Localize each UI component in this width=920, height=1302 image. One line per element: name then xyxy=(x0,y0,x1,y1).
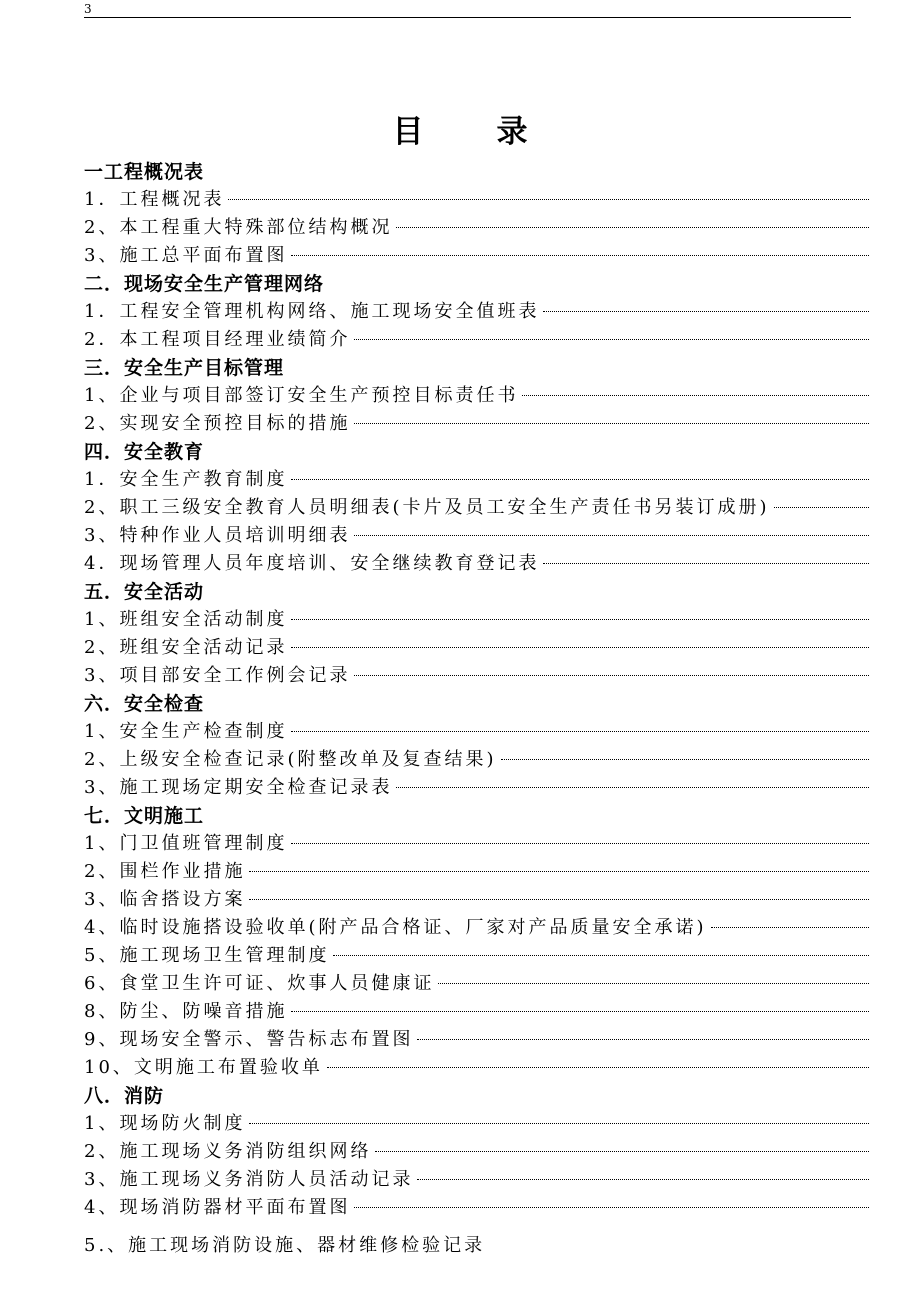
toc-entry-label: 3、临舍搭设方案 xyxy=(84,889,246,910)
toc-entry-label: 1．安全生产教育制度 xyxy=(84,469,288,490)
toc-entry-label: 2、上级安全检查记录(附整改单及复查结果) xyxy=(84,749,497,770)
toc-entry xyxy=(84,214,869,242)
toc-entry-label: 3、特种作业人员培训明细表 xyxy=(84,525,351,546)
dot-leader xyxy=(774,507,870,508)
toc-entry xyxy=(84,942,869,970)
dot-leader xyxy=(291,1011,869,1012)
toc-entry-label: 3、施工现场义务消防人员活动记录 xyxy=(84,1169,414,1190)
dot-leader xyxy=(291,619,869,620)
toc-section-heading xyxy=(84,1082,869,1110)
toc-entry-label: 2、施工现场义务消防组织网络 xyxy=(84,1141,372,1162)
toc-entry xyxy=(84,970,869,998)
toc-section-heading xyxy=(84,438,869,466)
toc-entry xyxy=(84,242,869,270)
toc-entry xyxy=(84,1054,869,1082)
dot-leader xyxy=(291,479,869,480)
toc-entry xyxy=(84,1194,869,1222)
dot-leader xyxy=(522,395,869,396)
dot-leader xyxy=(417,1039,869,1040)
table-of-contents xyxy=(84,158,869,1260)
toc-entry xyxy=(84,1110,869,1138)
toc-title xyxy=(0,110,920,154)
toc-entry-label: 4．现场管理人员年度培训、安全继续教育登记表 xyxy=(84,553,540,574)
toc-entry-label: 2、实现安全预控目标的措施 xyxy=(84,413,351,434)
toc-section-heading xyxy=(84,270,869,298)
toc-entry xyxy=(84,1232,869,1260)
toc-entry xyxy=(84,1026,869,1054)
toc-section-label: 二．现场安全生产管理网络 xyxy=(84,273,325,295)
dot-leader xyxy=(543,563,869,564)
dot-leader xyxy=(396,787,869,788)
dot-leader xyxy=(354,423,869,424)
toc-entry-label: 1、安全生产检查制度 xyxy=(84,721,288,742)
toc-entry xyxy=(84,1166,869,1194)
toc-entry-label: 1、班组安全活动制度 xyxy=(84,609,288,630)
toc-section-label: 六．安全检查 xyxy=(84,693,205,715)
dot-leader xyxy=(543,311,869,312)
dot-leader xyxy=(333,955,869,956)
toc-entry-label: 8、防尘、防噪音措施 xyxy=(84,1001,288,1022)
dot-leader xyxy=(501,759,870,760)
dot-leader xyxy=(354,1207,869,1208)
toc-entry xyxy=(84,1138,869,1166)
toc-entry xyxy=(84,466,869,494)
toc-section-label: 四．安全教育 xyxy=(84,441,205,463)
dot-leader xyxy=(396,227,869,228)
toc-section-label: 三．安全生产目标管理 xyxy=(84,357,285,379)
toc-entry-label: 4、临时设施搭设验收单(附产品合格证、厂家对产品质量安全承诺) xyxy=(84,917,707,938)
toc-entry-label: 1、企业与项目部签订安全生产预控目标责任书 xyxy=(84,385,519,406)
header-rule xyxy=(84,17,851,18)
toc-entry xyxy=(84,326,869,354)
toc-section-label: 五．安全活动 xyxy=(84,581,205,603)
dot-leader xyxy=(354,339,869,340)
toc-entry xyxy=(84,886,869,914)
dot-leader xyxy=(291,731,869,732)
toc-section-heading xyxy=(84,690,869,718)
toc-entry xyxy=(84,634,869,662)
dot-leader xyxy=(354,675,869,676)
dot-leader xyxy=(291,255,869,256)
toc-entry-label: 4、现场消防器材平面布置图 xyxy=(84,1197,351,1218)
toc-entry xyxy=(84,998,869,1026)
toc-entry xyxy=(84,746,869,774)
toc-section-label: 八．消防 xyxy=(84,1085,165,1107)
toc-entry-label: 3、施工总平面布置图 xyxy=(84,245,288,266)
dot-leader xyxy=(291,843,869,844)
toc-entry-label: 9、现场安全警示、警告标志布置图 xyxy=(84,1029,414,1050)
toc-entry xyxy=(84,410,869,438)
dot-leader xyxy=(249,899,869,900)
toc-entry xyxy=(84,914,869,942)
dot-leader xyxy=(354,535,869,536)
toc-entry-label: 2、职工三级安全教育人员明细表(卡片及员工安全生产责任书另装订成册) xyxy=(84,497,770,518)
toc-section-heading xyxy=(84,802,869,830)
toc-entry-label: 2、本工程重大特殊部位结构概况 xyxy=(84,217,393,238)
toc-entry xyxy=(84,550,869,578)
toc-entry xyxy=(84,774,869,802)
toc-entry-label: 3、项目部安全工作例会记录 xyxy=(84,665,351,686)
toc-section-heading xyxy=(84,578,869,606)
toc-entry xyxy=(84,718,869,746)
toc-entry xyxy=(84,186,869,214)
dot-leader xyxy=(438,983,869,984)
toc-entry xyxy=(84,494,869,522)
toc-entry xyxy=(84,606,869,634)
toc-entry-label: 1．工程安全管理机构网络、施工现场安全值班表 xyxy=(84,301,540,322)
toc-section-heading xyxy=(84,354,869,382)
toc-section-heading xyxy=(84,158,869,186)
toc-entry xyxy=(84,382,869,410)
toc-title-char-2: 录 xyxy=(496,114,528,150)
toc-entry xyxy=(84,662,869,690)
dot-leader xyxy=(291,647,869,648)
dot-leader xyxy=(711,927,870,928)
toc-entry-label: 5、施工现场卫生管理制度 xyxy=(84,945,330,966)
toc-entry-label: 1、现场防火制度 xyxy=(84,1113,246,1134)
toc-entry-label: 5.、施工现场消防设施、器材维修检验记录 xyxy=(84,1235,486,1256)
toc-entry xyxy=(84,858,869,886)
dot-leader xyxy=(327,1067,869,1068)
dot-leader xyxy=(375,1151,869,1152)
toc-entry-label: 1．工程概况表 xyxy=(84,189,225,210)
toc-section-label: 一工程概况表 xyxy=(84,161,205,183)
toc-entry-label: 10、文明施工布置验收单 xyxy=(84,1057,323,1078)
toc-title-char-1: 目 xyxy=(392,114,424,150)
dot-leader xyxy=(249,1123,869,1124)
toc-entry-label: 2、围栏作业措施 xyxy=(84,861,246,882)
dot-leader xyxy=(228,199,869,200)
dot-leader xyxy=(417,1179,869,1180)
toc-section-label: 七．文明施工 xyxy=(84,805,205,827)
toc-entry xyxy=(84,298,869,326)
toc-entry-label: 6、食堂卫生许可证、炊事人员健康证 xyxy=(84,973,435,994)
toc-entry-label: 1、门卫值班管理制度 xyxy=(84,833,288,854)
page-number: 3 xyxy=(84,2,92,16)
dot-leader xyxy=(249,871,869,872)
toc-entry-label: 2．本工程项目经理业绩简介 xyxy=(84,329,351,350)
toc-entry-label: 3、施工现场定期安全检查记录表 xyxy=(84,777,393,798)
toc-entry-label: 2、班组安全活动记录 xyxy=(84,637,288,658)
toc-entry xyxy=(84,830,869,858)
toc-entry xyxy=(84,522,869,550)
